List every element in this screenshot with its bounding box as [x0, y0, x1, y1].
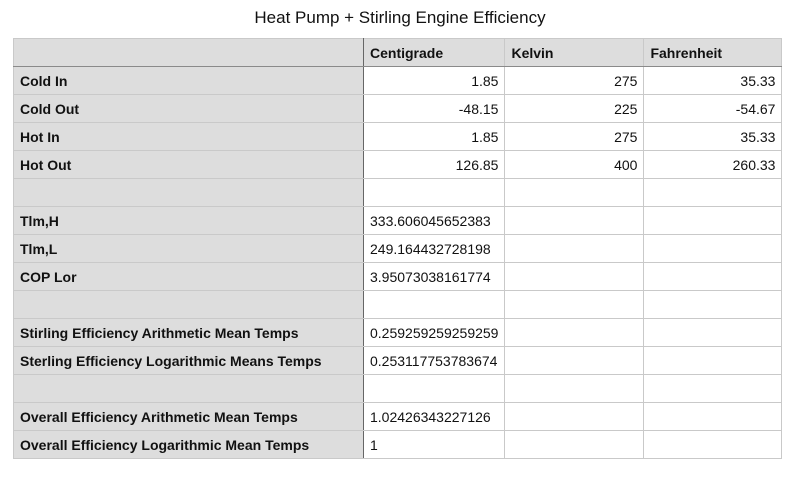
- kelvin-cell[interactable]: [505, 291, 644, 319]
- table-row: [14, 151, 782, 179]
- centigrade-cell[interactable]: [364, 179, 505, 207]
- kelvin-cell[interactable]: [505, 347, 644, 375]
- row-label-cell[interactable]: Tlm,L: [14, 235, 364, 263]
- fahrenheit-cell[interactable]: [644, 235, 782, 263]
- kelvin-cell[interactable]: 275: [505, 67, 644, 95]
- row-label-cell[interactable]: Tlm,H: [14, 207, 364, 235]
- kelvin-cell[interactable]: [505, 207, 644, 235]
- fahrenheit-cell[interactable]: 35.33: [644, 123, 782, 151]
- fahrenheit-cell[interactable]: [644, 375, 782, 403]
- row-label-cell[interactable]: COP Lor: [14, 263, 364, 291]
- row-label-cell[interactable]: [14, 291, 364, 319]
- fahrenheit-cell[interactable]: [644, 291, 782, 319]
- kelvin-cell[interactable]: [505, 403, 644, 431]
- kelvin-cell[interactable]: [505, 319, 644, 347]
- table-row: [14, 403, 782, 431]
- table-row: [14, 207, 782, 235]
- centigrade-cell[interactable]: -48.15: [364, 95, 505, 123]
- fahrenheit-cell[interactable]: [644, 319, 782, 347]
- kelvin-cell[interactable]: 400: [505, 151, 644, 179]
- table-row: [14, 291, 782, 319]
- kelvin-cell[interactable]: 275: [505, 123, 644, 151]
- centigrade-cell[interactable]: 333.606045652383: [364, 207, 505, 235]
- kelvin-cell[interactable]: [505, 179, 644, 207]
- table-row: [14, 431, 782, 459]
- spreadsheet-table[interactable]: [13, 38, 782, 459]
- centigrade-cell[interactable]: 1.02426343227126: [364, 403, 505, 431]
- header-cell-centigrade[interactable]: Centigrade: [364, 39, 505, 67]
- fahrenheit-cell[interactable]: [644, 179, 782, 207]
- fahrenheit-cell[interactable]: [644, 207, 782, 235]
- row-label-cell[interactable]: Overall Efficiency Arithmetic Mean Temps: [14, 403, 364, 431]
- table-row: [14, 347, 782, 375]
- sheet-title: Heat Pump + Stirling Engine Efficiency: [254, 8, 546, 27]
- kelvin-cell[interactable]: [505, 235, 644, 263]
- row-label-cell[interactable]: Cold Out: [14, 95, 364, 123]
- centigrade-cell[interactable]: 126.85: [364, 151, 505, 179]
- row-label-cell[interactable]: Hot Out: [14, 151, 364, 179]
- row-label-cell[interactable]: Cold In: [14, 67, 364, 95]
- fahrenheit-cell[interactable]: [644, 403, 782, 431]
- row-label-cell[interactable]: Sterling Efficiency Logarithmic Means Temps: [14, 347, 364, 375]
- kelvin-cell[interactable]: [505, 375, 644, 403]
- row-label-cell[interactable]: [14, 179, 364, 207]
- fahrenheit-cell[interactable]: -54.67: [644, 95, 782, 123]
- centigrade-cell[interactable]: 3.95073038161774: [364, 263, 505, 291]
- centigrade-cell[interactable]: 0.253117753783674: [364, 347, 505, 375]
- fahrenheit-cell[interactable]: [644, 263, 782, 291]
- table-row: [14, 179, 782, 207]
- table-row: [14, 95, 782, 123]
- centigrade-cell[interactable]: [364, 291, 505, 319]
- row-label-cell[interactable]: Overall Efficiency Logarithmic Mean Temps: [14, 431, 364, 459]
- table-row: [14, 375, 782, 403]
- fahrenheit-cell[interactable]: 35.33: [644, 67, 782, 95]
- kelvin-cell[interactable]: [505, 431, 644, 459]
- table-body: [14, 39, 782, 459]
- centigrade-cell[interactable]: [364, 375, 505, 403]
- centigrade-cell[interactable]: 1.85: [364, 67, 505, 95]
- table-row: [14, 67, 782, 95]
- table-row: [14, 123, 782, 151]
- table-row: [14, 263, 782, 291]
- header-cell-fahrenheit[interactable]: Fahrenheit: [644, 39, 782, 67]
- fahrenheit-cell[interactable]: [644, 431, 782, 459]
- fahrenheit-cell[interactable]: 260.33: [644, 151, 782, 179]
- kelvin-cell[interactable]: 225: [505, 95, 644, 123]
- centigrade-cell[interactable]: 1: [364, 431, 505, 459]
- row-label-cell[interactable]: Hot In: [14, 123, 364, 151]
- header-row: [14, 39, 782, 67]
- header-cell-corner[interactable]: [14, 39, 364, 67]
- table-row: [14, 319, 782, 347]
- row-label-cell[interactable]: [14, 375, 364, 403]
- fahrenheit-cell[interactable]: [644, 347, 782, 375]
- centigrade-cell[interactable]: 249.164432728198: [364, 235, 505, 263]
- table-row: [14, 235, 782, 263]
- centigrade-cell[interactable]: 1.85: [364, 123, 505, 151]
- kelvin-cell[interactable]: [505, 263, 644, 291]
- centigrade-cell[interactable]: 0.259259259259259: [364, 319, 505, 347]
- header-cell-kelvin[interactable]: Kelvin: [505, 39, 644, 67]
- row-label-cell[interactable]: Stirling Efficiency Arithmetic Mean Temps: [14, 319, 364, 347]
